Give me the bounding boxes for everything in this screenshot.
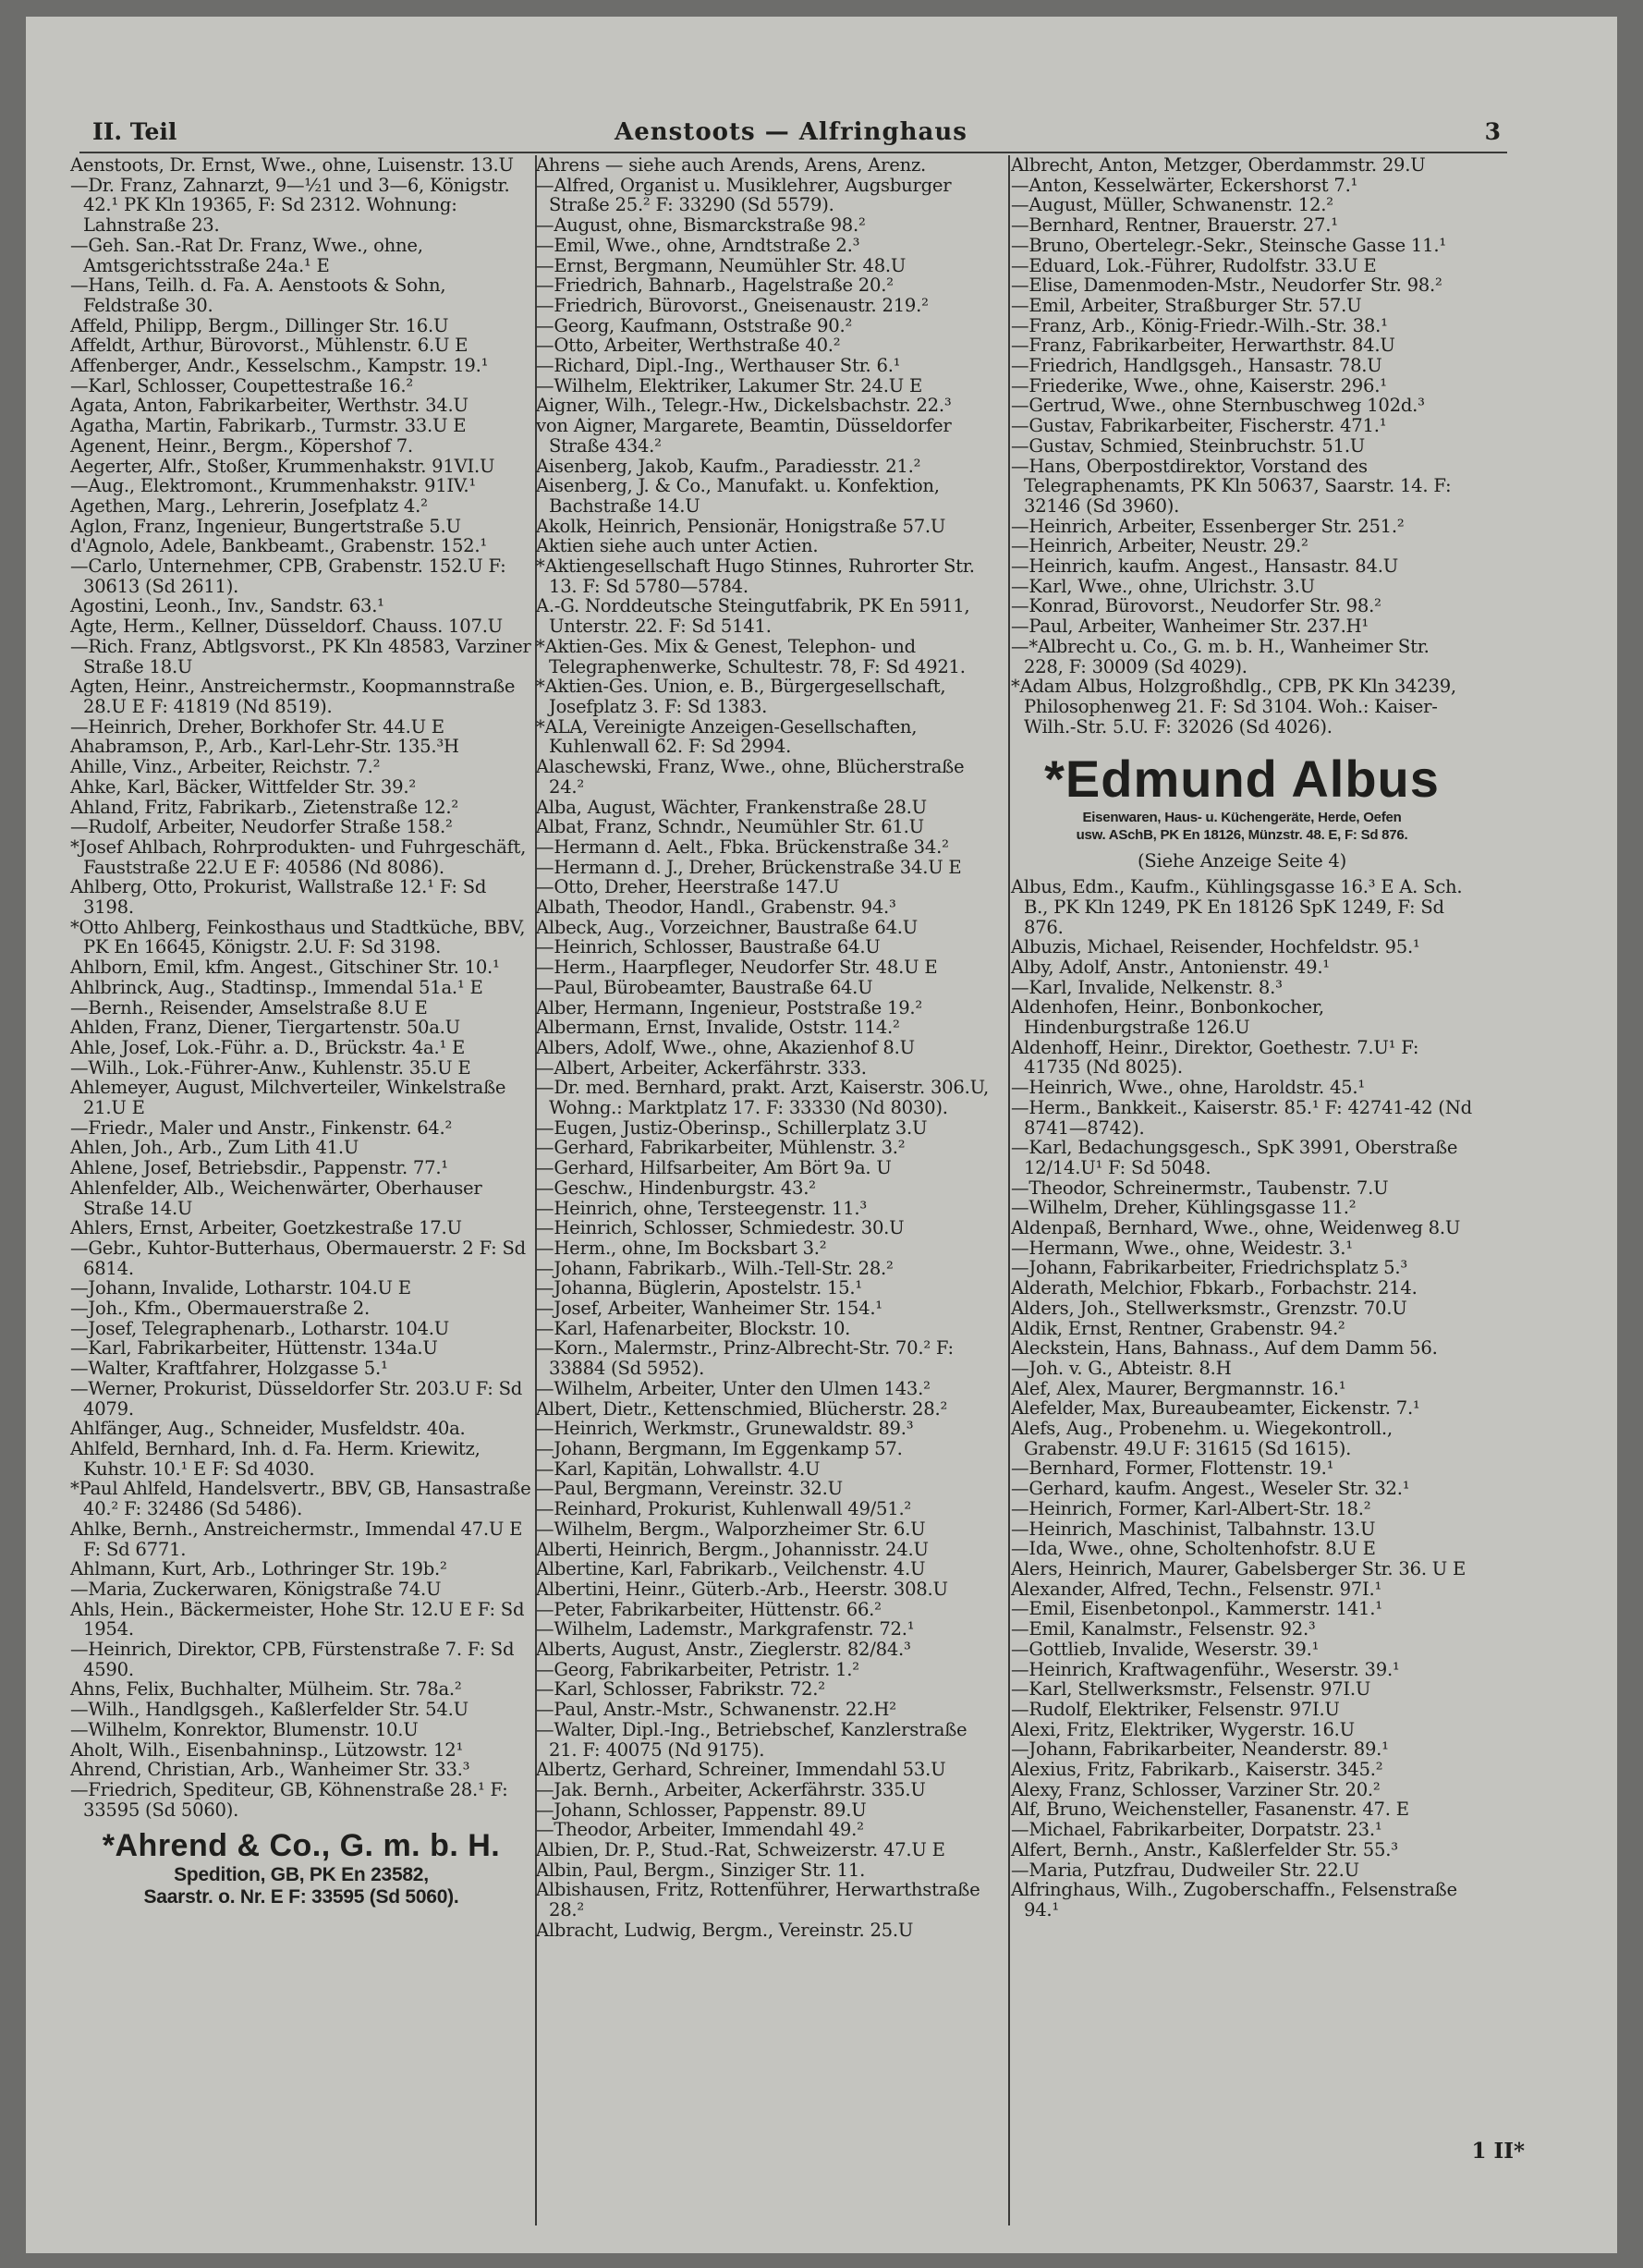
directory-entry: —Richard, Dipl.-Ing., Werthauser Str. 6.¹	[536, 355, 901, 377]
directory-entry: —Hermann d. Aelt., Fbka. Brückenstraße 34.²	[536, 835, 949, 858]
directory-entry: Ahland, Fritz, Fabrikarb., Zietenstraße 12.²	[70, 796, 458, 818]
directory-entry: —Friedrich, Bahnarb., Hagelstraße 20.²	[536, 274, 894, 297]
directory-entry: —Friedrich, Spediteur, GB, Köhnenstraße 28.¹ F: 33595 (Sd 5060).	[70, 1778, 508, 1821]
directory-entry: Aktien siehe auch unter Actien.	[536, 535, 819, 557]
directory-entry: A.-G. Norddeutsche Steingutfabrik, PK En 5911, Unterstr. 22. F: Sd 5141.	[536, 595, 970, 638]
directory-entry: —Johann, Fabrikarbeiter, Friedrichsplatz 5.³	[1011, 1257, 1407, 1279]
directory-entry: Albermann, Ernst, Invalide, Oststr. 114.²	[536, 1017, 900, 1039]
column-divider	[1008, 155, 1010, 2225]
directory-entry: Alexander, Alfred, Techn., Felsenstr. 97I.¹	[1011, 1578, 1382, 1600]
column-2	[536, 155, 998, 1941]
directory-entry: —Herm., Bankkeit., Kaiserstr. 85.¹ F: 42741-42 (Nd 8741—8742).	[1011, 1096, 1472, 1139]
directory-entry: Albath, Theodor, Handl., Grabenstr. 94.³	[536, 896, 896, 919]
directory-entry: —Karl, Wwe., ohne, Ulrichstr. 3.U	[1011, 575, 1315, 597]
directory-entry: —Heinrich, Wwe., ohne, Haroldstr. 45.¹	[1011, 1077, 1365, 1099]
directory-entry: Ahlenfelder, Alb., Weichenwärter, Oberhauser Straße 14.U	[70, 1177, 482, 1219]
directory-entry: —Bernh., Reisender, Amselstraße 8.U E	[70, 996, 428, 1018]
directory-entry: —Josef, Arbeiter, Wanheimer Str. 154.¹	[536, 1298, 882, 1320]
directory-entry: Aglon, Franz, Ingenieur, Bungertstraße 5.U	[70, 515, 461, 537]
directory-entry: Aisenberg, Jakob, Kaufm., Paradiesstr. 21.²	[536, 455, 921, 477]
directory-entry: Alefelder, Max, Bureaubeamter, Eickenstr. 7.¹	[1011, 1397, 1420, 1420]
directory-entry: —Walter, Kraftfahrer, Holzgasse 5.¹	[70, 1358, 388, 1380]
directory-entry: —August, ohne, Bismarckstraße 98.²	[536, 214, 866, 237]
directory-entry: Agten, Heinr., Anstreichermstr., Koopmannstraße 28.U E F: 41819 (Nd 8519).	[70, 676, 516, 717]
page-title: Aenstoots — Alfringhaus	[615, 118, 968, 146]
directory-entry: —Franz, Fabrikarbeiter, Herwarthstr. 84.U	[1011, 335, 1395, 357]
directory-entry: —August, Müller, Schwanenstr. 12.²	[1011, 194, 1333, 216]
directory-entry: —Johann, Fabrikarbeiter, Neanderstr. 89.¹	[1011, 1738, 1389, 1761]
directory-entry: Albuzis, Michael, Reisender, Hochfeldstr. 95.¹	[1011, 936, 1420, 958]
directory-entry: —Heinrich, Direktor, CPB, Fürstenstraße 7. F: Sd 4590.	[70, 1639, 515, 1680]
directory-entry: Agte, Herm., Kellner, Düsseldorf. Chauss. 107.U	[70, 616, 503, 638]
directory-entry: —Alfred, Organist u. Musiklehrer, Augsburger Straße 25.² F: 33290 (Sd 5579).	[536, 174, 952, 216]
directory-entry: —Konrad, Bürovorst., Neudorfer Str. 98.²	[1011, 595, 1381, 617]
directory-entry: —Heinrich, Arbeiter, Neustr. 29.²	[1011, 535, 1308, 557]
signature-mark: 1 II*	[1471, 2139, 1525, 2164]
ad-company-name: *Ahrend & Co., G. m. b. H.	[102, 1828, 501, 1864]
directory-entry: —Heinrich, Werkmstr., Grunewaldstr. 89.³	[536, 1418, 914, 1440]
directory-entry: *Paul Ahlfeld, Handelsvertr., BBV, GB, Hansastraße 40.² F: 32486 (Sd 5486).	[70, 1478, 531, 1520]
directory-entry: *Josef Ahlbach, Rohrprodukten- und Fuhrgeschäft, Fauststraße 22.U E F: 40586 (Nd 8086).	[70, 835, 527, 878]
directory-entry: —Maria, Putzfrau, Dudweiler Str. 22.U	[1011, 1859, 1359, 1881]
directory-entry: Aholt, Wilh., Eisenbahninsp., Lützowstr. 12¹	[70, 1738, 464, 1761]
directory-entry: Aisenberg, J. & Co., Manufakt. u. Konfektion, Bachstraße 14.U	[536, 475, 940, 517]
directory-entry: —Wilhelm, Lademstr., Markgrafenstr. 72.¹	[536, 1618, 915, 1640]
directory-entry: —Karl, Kapitän, Lohwallstr. 4.U	[536, 1457, 821, 1480]
directory-entry: —Carlo, Unternehmer, CPB, Grabenstr. 152.U F: 30613 (Sd 2611).	[70, 555, 506, 597]
directory-entry: —Bruno, Obertelegr.-Sekr., Steinsche Gasse 11.¹	[1011, 234, 1446, 256]
directory-entry: —Theodor, Schreinermstr., Taubenstr. 7.U	[1011, 1177, 1389, 1199]
directory-entry: Ahille, Vinz., Arbeiter, Reichstr. 7.²	[70, 756, 381, 778]
directory-entry: Aigner, Wilh., Telegr.-Hw., Dickelsbachstr. 22.³	[536, 395, 952, 417]
directory-entry: —Franz, Arb., König-Friedr.-Wilh.-Str. 38.¹	[1011, 314, 1388, 336]
directory-entry: *Adam Albus, Holzgroßhdlg., CPB, PK Kln 34239, Philosophenweg 21. F: Sd 3104. Woh.: Kaiser-Wilh.-Str. 5.U. F: 32026 (Sd 4026).	[1011, 676, 1456, 738]
directory-entry: —Gerhard, Fabrikarbeiter, Mühlenstr. 3.²	[536, 1137, 906, 1159]
directory-entry: —Walter, Dipl.-Ing., Betriebschef, Kanzlerstraße 21. F: 40075 (Nd 9175).	[536, 1718, 968, 1761]
directory-entry: Ahlfänger, Aug., Schneider, Musfeldstr. 40a.	[70, 1418, 466, 1440]
albus-advertisement	[1011, 750, 1473, 844]
directory-entry: Alderath, Melchior, Fbkarb., Forbachstr. 214.	[1011, 1277, 1418, 1299]
directory-entry: —Peter, Fabrikarbeiter, Hüttenstr. 66.²	[536, 1598, 882, 1620]
directory-entry: —Gustav, Fabrikarbeiter, Fischerstr. 471.¹	[1011, 415, 1387, 437]
directory-entry: —Emil, Wwe., ohne, Arndtstraße 2.³	[536, 234, 860, 256]
directory-entry: Alberts, August, Anstr., Zieglerstr. 82/84.³	[536, 1639, 911, 1661]
directory-entry: —Wilhelm, Elektriker, Lakumer Str. 24.U E	[536, 374, 922, 396]
directory-entry: —Wilh., Handlgsgeh., Kaßlerfelder Str. 54.U	[70, 1699, 469, 1721]
entry-list	[70, 155, 532, 1820]
directory-entry: —Karl, Schlosser, Fabrikstr. 72.²	[536, 1678, 825, 1701]
column-3	[1011, 155, 1473, 1920]
directory-entry: —Friedr., Maler und Anstr., Finkenstr. 64.²	[70, 1116, 453, 1139]
ad-line: Spedition, GB, PK En 23582,	[174, 1864, 429, 1886]
directory-entry: —Korn., Malermstr., Prinz-Albrecht-Str. 70.² F: 33884 (Sd 5952).	[536, 1337, 954, 1380]
directory-entry: —Bernhard, Rentner, Brauerstr. 27.¹	[1011, 214, 1338, 237]
directory-entry: Albin, Paul, Bergm., Sinziger Str. 11.	[536, 1859, 866, 1881]
entry-list	[1011, 877, 1473, 1920]
directory-entry: Alders, Joh., Stellwerksmstr., Grenzstr. 70.U	[1011, 1297, 1407, 1319]
directory-entry: —Johann, Bergmann, Im Eggenkamp 57.	[536, 1438, 903, 1459]
directory-entry: Ahlfeld, Bernhard, Inh. d. Fa. Herm. Kriewitz, Kuhstr. 10.¹ E F: Sd 4030.	[70, 1438, 481, 1480]
directory-entry: —Heinrich, Schlosser, Baustraße 64.U	[536, 936, 881, 958]
directory-entry: —Wilhelm, Konrektor, Blumenstr. 10.U	[70, 1718, 419, 1740]
directory-entry: —Hans, Oberpostdirektor, Vorstand des Telegraphenamts, PK Kln 50637, Saarstr. 14. F: 32146 (Sd 3960).	[1011, 455, 1452, 517]
directory-entry: —Hans, Teilh. d. Fa. A. Aenstoots & Sohn, Feldstraße 30.	[70, 274, 446, 316]
directory-entry: Affenberger, Andr., Kesselschm., Kampstr. 19.¹	[70, 355, 489, 377]
directory-entry: Ahrend, Christian, Arb., Wanheimer Str. 33.³	[70, 1759, 470, 1781]
entry-list	[1011, 155, 1473, 737]
directory-entry: —Friederike, Wwe., ohne, Kaiserstr. 296.¹	[1011, 374, 1387, 396]
directory-entry: Alers, Heinrich, Maurer, Gabelsberger Str. 36. U E	[1011, 1558, 1467, 1579]
directory-entry: —Reinhard, Prokurist, Kuhlenwall 49/51.²	[536, 1498, 912, 1520]
directory-entry: Aldik, Ernst, Rentner, Grabenstr. 94.²	[1011, 1317, 1345, 1339]
directory-entry: Ahns, Felix, Buchhalter, Mülheim. Str. 78a.²	[70, 1678, 462, 1701]
directory-entry: —Ernst, Bergmann, Neumühler Str. 48.U	[536, 254, 907, 276]
directory-entry: —Otto, Arbeiter, Werthstraße 40.²	[536, 335, 841, 357]
directory-entry: —Ida, Wwe., ohne, Scholtenhofstr. 8.U E	[1011, 1538, 1376, 1560]
directory-entry: —Gustav, Schmied, Steinbruchstr. 51.U	[1011, 434, 1366, 457]
directory-entry: —Karl, Invalide, Nelkenstr. 8.³	[1011, 976, 1283, 998]
directory-entry: —Hermann, Wwe., ohne, Weidestr. 3.¹	[1011, 1237, 1353, 1259]
directory-entry: *Aktien-Ges. Union, e. B., Bürgergesellschaft, Josefplatz 3. F: Sd 1383.	[536, 676, 946, 717]
directory-entry: Ahlene, Josef, Betriebsdir., Pappenstr. 77.¹	[70, 1157, 448, 1179]
directory-entry: Albertini, Heinr., Güterb.-Arb., Heerstr. 308.U	[536, 1578, 948, 1600]
directory-entry: Albers, Adolf, Wwe., ohne, Akazienhof 8.U	[536, 1036, 915, 1058]
directory-entry: Alexius, Fritz, Fabrikarb., Kaiserstr. 345.²	[1011, 1759, 1383, 1781]
directory-entry: Alexi, Fritz, Elektriker, Wygerstr. 16.U	[1011, 1718, 1355, 1740]
directory-entry: —Paul, Anstr.-Mstr., Schwanenstr. 22.H²	[536, 1699, 896, 1721]
directory-entry: —Anton, Kesselwärter, Eckershorst 7.¹	[1011, 174, 1358, 196]
directory-entry: —Heinrich, ohne, Tersteegenstr. 11.³	[536, 1197, 867, 1219]
directory-entry: Ahabramson, P., Arb., Karl-Lehr-Str. 135.³H	[70, 736, 459, 758]
directory-entry: —Dr. Franz, Zahnarzt, 9—½1 und 3—6, Königstr. 42.¹ PK Kln 19365, F: Sd 2312. Wohnung: Lahnstraße 23.	[70, 174, 510, 237]
directory-entry: Albat, Franz, Schndr., Neumühler Str. 61.U	[536, 816, 924, 838]
directory-entry: —Maria, Zuckerwaren, Königstraße 74.U	[70, 1578, 442, 1600]
directory-entry: —Theodor, Arbeiter, Immendahl 49.²	[536, 1819, 864, 1841]
directory-entry: —Josef, Telegraphenarb., Lotharstr. 104.U	[70, 1317, 449, 1339]
directory-entry: —Rich. Franz, Abtlgsvorst., PK Kln 48583, Varziner Straße 18.U	[70, 635, 531, 677]
directory-entry: Aegerter, Alfr., Stoßer, Krummenhakstr. 91VI.U	[70, 455, 495, 477]
directory-entry: Alefs, Aug., Probenehm. u. Wiegekontroll., Grabenstr. 49.U F: 31615 (Sd 1615).	[1011, 1418, 1393, 1459]
directory-entry: Aldenpaß, Bernhard, Wwe., ohne, Weidenweg 8.U	[1011, 1217, 1461, 1239]
page-number: 3	[1484, 118, 1501, 145]
directory-entry: —*Albrecht u. Co., G. m. b. H., Wanheimer Str. 228, F: 30009 (Sd 4029).	[1011, 635, 1430, 677]
directory-entry: —Johann, Invalide, Lotharstr. 104.U E	[70, 1277, 411, 1299]
directory-entry: Ahlmann, Kurt, Arb., Lothringer Str. 19b.²	[70, 1558, 447, 1580]
directory-entry: —Heinrich, kaufm. Angest., Hansastr. 84.U	[1011, 555, 1398, 578]
directory-entry: —Wilhelm, Dreher, Kühlingsgasse 11.²	[1011, 1197, 1357, 1219]
directory-entry: Albien, Dr. P., Stud.-Rat, Schweizerstr. 47.U E	[536, 1839, 945, 1861]
directory-entry: Ahlemeyer, August, Milchverteiler, Winkelstraße 21.U E	[70, 1077, 506, 1119]
directory-entry: Agostini, Leonh., Inv., Sandstr. 63.¹	[70, 595, 384, 617]
directory-entry: Alfringhaus, Wilh., Zugoberschaffn., Felsenstraße 94.¹	[1011, 1879, 1457, 1920]
directory-entry: Ahls, Hein., Bäckermeister, Hohe Str. 12.U E F: Sd 1954.	[70, 1598, 525, 1640]
directory-entry: Alaschewski, Franz, Wwe., ohne, Blücherstraße 24.²	[536, 756, 965, 798]
directory-entry: —Werner, Prokurist, Düsseldorfer Str. 203.U F: Sd 4079.	[70, 1377, 523, 1420]
directory-entry: *Otto Ahlberg, Feinkosthaus und Stadtküche, BBV, PK En 16645, Königstr. 2.U. F: Sd 3198.	[70, 916, 526, 958]
directory-entry: Albert, Dietr., Kettenschmied, Blücherstr. 28.²	[536, 1397, 948, 1420]
directory-entry: —Elise, Damenmoden-Mstr., Neudorfer Str. 98.²	[1011, 274, 1442, 297]
directory-entry: Albishausen, Fritz, Rottenführer, Herwarthstraße 28.²	[536, 1879, 980, 1921]
directory-entry: Albrecht, Anton, Metzger, Oberdammstr. 29.U	[1011, 154, 1426, 176]
entry-list	[536, 155, 998, 1941]
directory-entry: Albertine, Karl, Fabrikarb., Veilchenstr. 4.U	[536, 1558, 926, 1580]
directory-entry: Albracht, Ludwig, Bergm., Vereinstr. 25.U	[536, 1919, 914, 1941]
directory-entry: Alfert, Bernh., Anstr., Kaßlerfelder Str. 55.³	[1011, 1838, 1398, 1860]
directory-entry: Albertz, Gerhard, Schreiner, Immendahl 53.U	[536, 1759, 946, 1781]
directory-entry: Agenent, Heinr., Bergm., Köpershof 7.	[70, 434, 413, 457]
directory-entry: —Wilhelm, Bergm., Walporzheimer Str. 6.U	[536, 1518, 926, 1540]
ad-reference-note: (Siehe Anzeige Seite 4)	[1137, 850, 1347, 872]
directory-entry: Alf, Bruno, Weichensteller, Fasanenstr. 47. E	[1011, 1799, 1409, 1821]
directory-entry: *Aktiengesellschaft Hugo Stinnes, Ruhrorter Str. 13. F: Sd 5780—5784.	[536, 555, 975, 597]
directory-entry: Ahke, Karl, Bäcker, Wittfelder Str. 39.²	[70, 775, 416, 798]
directory-entry: Alba, August, Wächter, Frankenstraße 28.U	[536, 796, 927, 818]
directory-entry: —Georg, Fabrikarbeiter, Petristr. 1.²	[536, 1658, 859, 1680]
directory-entry: Ahlbrinck, Aug., Stadtinsp., Immendal 51a.¹ E	[70, 976, 483, 998]
directory-entry: —Albert, Arbeiter, Ackerfährstr. 333.	[536, 1056, 867, 1079]
directory-entry: —Heinrich, Kraftwagenführ., Weserstr. 39.¹	[1011, 1658, 1400, 1680]
directory-entry: —Joh. v. G., Abteistr. 8.H	[1011, 1357, 1232, 1379]
ad-line: usw. ASchB, PK En 18126, Münzstr. 48. E, F: Sd 876.	[1076, 827, 1408, 844]
directory-entry: —Heinrich, Dreher, Borkhofer Str. 44.U E	[70, 715, 444, 738]
directory-entry: Ahle, Josef, Lok.-Führ. a. D., Brückstr. 4a.¹ E	[70, 1036, 466, 1058]
directory-entry: —Eduard, Lok.-Führer, Rudolfstr. 33.U E	[1011, 254, 1377, 276]
directory-entry: —Karl, Stellwerksmstr., Felsenstr. 97I.U	[1011, 1678, 1371, 1701]
directory-entry: —Geh. San.-Rat Dr. Franz, Wwe., ohne, Amtsgerichtsstraße 24a.¹ E	[70, 234, 423, 276]
header-rule	[79, 152, 1507, 153]
page-header	[79, 105, 1503, 148]
ad-company-name: *Edmund Albus	[1044, 750, 1440, 809]
directory-entry: Akolk, Heinrich, Pensionär, Honigstraße 57.U	[536, 515, 946, 537]
directory-entry: Alef, Alex, Maurer, Bergmannstr. 16.¹	[1011, 1377, 1346, 1399]
directory-entry: Agethen, Marg., Lehrerin, Josefplatz 4.²	[70, 494, 428, 517]
directory-entry: —Heinrich, Former, Karl-Albert-Str. 18.²	[1011, 1497, 1371, 1519]
directory-entry: Ahlers, Ernst, Arbeiter, Goetzkestraße 17.U	[70, 1217, 462, 1239]
directory-entry: —Geschw., Hindenburgstr. 43.²	[536, 1177, 816, 1199]
directory-entry: Affeldt, Arthur, Bürovorst., Mühlenstr. 6.U E	[70, 335, 469, 357]
directory-entry: Alexy, Franz, Schlosser, Varziner Str. 20.²	[1011, 1778, 1381, 1800]
directory-entry: d'Agnolo, Adele, Bankbeamt., Grabenstr. 152.¹	[70, 535, 487, 557]
directory-entry: Aldenhofen, Heinr., Bonbonkocher, Hindenburgstraße 126.U	[1011, 996, 1324, 1039]
directory-entry: —Gottlieb, Invalide, Weserstr. 39.¹	[1011, 1638, 1320, 1660]
ad-line: Saarstr. o. Nr. E F: 33595 (Sd 5060).	[143, 1886, 459, 1908]
directory-entry: Albus, Edm., Kaufm., Kühlingsgasse 16.³ E A. Sch. B., PK Kln 1249, PK En 18126 SpK 1249, F: Sd 876.	[1011, 876, 1463, 938]
directory-entry: *Aktien-Ges. Mix & Genest, Telephon- und Telegraphenwerke, Schultestr. 78, F: Sd 4921.	[536, 635, 966, 677]
column-1	[70, 155, 532, 1908]
directory-entry: Ahrens — siehe auch Arends, Arens, Arenz.	[536, 154, 926, 176]
directory-entry: —Wilh., Lok.-Führer-Anw., Kuhlenstr. 35.U E	[70, 1056, 471, 1079]
directory-entry: *ALA, Vereinigte Anzeigen-Gesellschaften, Kuhlenwall 62. F: Sd 2994.	[536, 715, 918, 758]
directory-entry: —Gertrud, Wwe., ohne Sternbuschweg 102d.³	[1011, 395, 1425, 417]
directory-entry: Ahlborn, Emil, kfm. Angest., Gitschiner Str. 10.¹	[70, 957, 500, 979]
directory-entry: Agatha, Martin, Fabrikarb., Turmstr. 33.U E	[70, 415, 467, 437]
directory-entry: —Karl, Schlosser, Coupettestraße 16.²	[70, 374, 414, 396]
directory-entry: —Friedrich, Bürovorst., Gneisenaustr. 219.²	[536, 294, 929, 316]
directory-entry: —Gerhard, kaufm. Angest., Weseler Str. 32.¹	[1011, 1478, 1410, 1500]
directory-entry: —Paul, Arbeiter, Wanheimer Str. 237.H¹	[1011, 616, 1369, 638]
directory-entry: —Paul, Bürobeamter, Baustraße 64.U	[536, 976, 873, 998]
directory-entry: —Hermann d. J., Dreher, Brückenstraße 34.U E	[536, 856, 962, 878]
directory-entry: Ahlen, Joh., Arb., Zum Lith 41.U	[70, 1137, 359, 1159]
directory-entry: —Paul, Bergmann, Vereinstr. 32.U	[536, 1478, 843, 1500]
directory-page	[26, 17, 1617, 2253]
directory-entry: —Herm., Haarpfleger, Neudorfer Str. 48.U E	[536, 957, 938, 979]
directory-entry: —Eugen, Justiz-Oberinsp., Schillerplatz 3.U	[536, 1116, 928, 1139]
directory-entry: —Emil, Eisenbetonpol., Kammerstr. 141.¹	[1011, 1598, 1382, 1620]
directory-entry: —Joh., Kfm., Obermauerstraße 2.	[70, 1298, 370, 1320]
directory-entry: —Emil, Arbeiter, Straßburger Str. 57.U	[1011, 294, 1362, 316]
directory-entry: —Heinrich, Schlosser, Schmiedestr. 30.U	[536, 1217, 905, 1239]
directory-entry: Agata, Anton, Fabrikarbeiter, Werthstr. 34.U	[70, 395, 469, 417]
directory-entry: Ahlberg, Otto, Prokurist, Wallstraße 12.¹ F: Sd 3198.	[70, 876, 487, 919]
directory-entry: —Aug., Elektromont., Krummenhakstr. 91IV.¹	[70, 475, 476, 497]
directory-entry: Ahlke, Bernh., Anstreichermstr., Immendal 47.U E F: Sd 6771.	[70, 1518, 523, 1560]
part-label: II. Teil	[92, 118, 177, 145]
directory-entry: —Gerhard, Hilfsarbeiter, Am Bört 9a. U	[536, 1157, 892, 1179]
directory-entry: Ahlden, Franz, Diener, Tiergartenstr. 50a.U	[70, 1017, 460, 1039]
directory-entry: —Emil, Kanalmstr., Felsenstr. 92.³	[1011, 1618, 1316, 1640]
directory-entry: Albeck, Aug., Vorzeichner, Baustraße 64.U	[536, 916, 919, 938]
directory-entry: —Dr. med. Bernhard, prakt. Arzt, Kaiserstr. 306.U, Wohng.: Marktplatz 17. F: 33330 (Nd 8030).	[536, 1077, 990, 1119]
directory-entry: Alby, Adolf, Anstr., Antonienstr. 49.¹	[1011, 956, 1330, 978]
directory-entry: —Heinrich, Arbeiter, Essenberger Str. 251.²	[1011, 515, 1405, 537]
directory-entry: Alberti, Heinrich, Bergm., Johannisstr. 24.U	[536, 1538, 929, 1560]
directory-entry: —Friedrich, Handlgsgeh., Hansastr. 78.U	[1011, 355, 1382, 377]
directory-entry: —Bernhard, Former, Flottenstr. 19.¹	[1011, 1457, 1334, 1480]
directory-entry: —Karl, Fabrikarbeiter, Hüttenstr. 134a.U	[70, 1337, 438, 1360]
directory-entry: von Aigner, Margarete, Beamtin, Düsseldorfer Straße 434.²	[536, 415, 952, 457]
directory-entry: Aenstoots, Dr. Ernst, Wwe., ohne, Luisenstr. 13.U	[70, 154, 514, 176]
directory-entry: —Gebr., Kuhtor-Butterhaus, Obermauerstr. 2 F: Sd 6814.	[70, 1237, 526, 1279]
directory-entry: Affeld, Philipp, Bergm., Dillinger Str. 16.U	[70, 314, 449, 336]
directory-entry: —Rudolf, Arbeiter, Neudorfer Straße 158.²	[70, 816, 453, 838]
directory-entry: —Heinrich, Maschinist, Talbahnstr. 13.U	[1011, 1518, 1376, 1540]
directory-entry: Aldenhoff, Heinr., Direktor, Goethestr. 7.U¹ F: 41735 (Nd 8025).	[1011, 1036, 1419, 1079]
directory-entry: —Karl, Bedachungsgesch., SpK 3991, Oberstraße 12/14.U¹ F: Sd 5048.	[1011, 1137, 1458, 1178]
directory-entry: —Jak. Bernh., Arbeiter, Ackerfährstr. 335.U	[536, 1778, 926, 1800]
directory-entry: —Karl, Hafenarbeiter, Blockstr. 10.	[536, 1317, 851, 1339]
directory-entry: —Otto, Dreher, Heerstraße 147.U	[536, 876, 840, 898]
directory-entry: —Herm., ohne, Im Bocksbart 3.²	[536, 1237, 827, 1259]
ahrend-advertisement	[70, 1827, 532, 1908]
directory-entry: —Johanna, Büglerin, Apostelstr. 15.¹	[536, 1277, 862, 1299]
directory-entry: —Johann, Schlosser, Pappenstr. 89.U	[536, 1799, 867, 1821]
directory-entry: —Georg, Kaufmann, Oststraße 90.²	[536, 314, 853, 336]
directory-entry: Alber, Hermann, Ingenieur, Poststraße 19.²	[536, 996, 923, 1018]
ad-line: Eisenwaren, Haus- u. Küchengeräte, Herde, Oefen	[1082, 810, 1402, 826]
directory-entry: Aleckstein, Hans, Bahnass., Auf dem Damm 56.	[1011, 1337, 1438, 1360]
directory-entry: —Wilhelm, Arbeiter, Unter den Ulmen 143.²	[536, 1377, 931, 1399]
directory-entry: —Michael, Fabrikarbeiter, Dorpatstr. 23.¹	[1011, 1819, 1382, 1841]
directory-entry: —Rudolf, Elektriker, Felsenstr. 97I.U	[1011, 1698, 1340, 1720]
directory-entry: —Johann, Fabrikarb., Wilh.-Tell-Str. 28.²	[536, 1257, 894, 1279]
